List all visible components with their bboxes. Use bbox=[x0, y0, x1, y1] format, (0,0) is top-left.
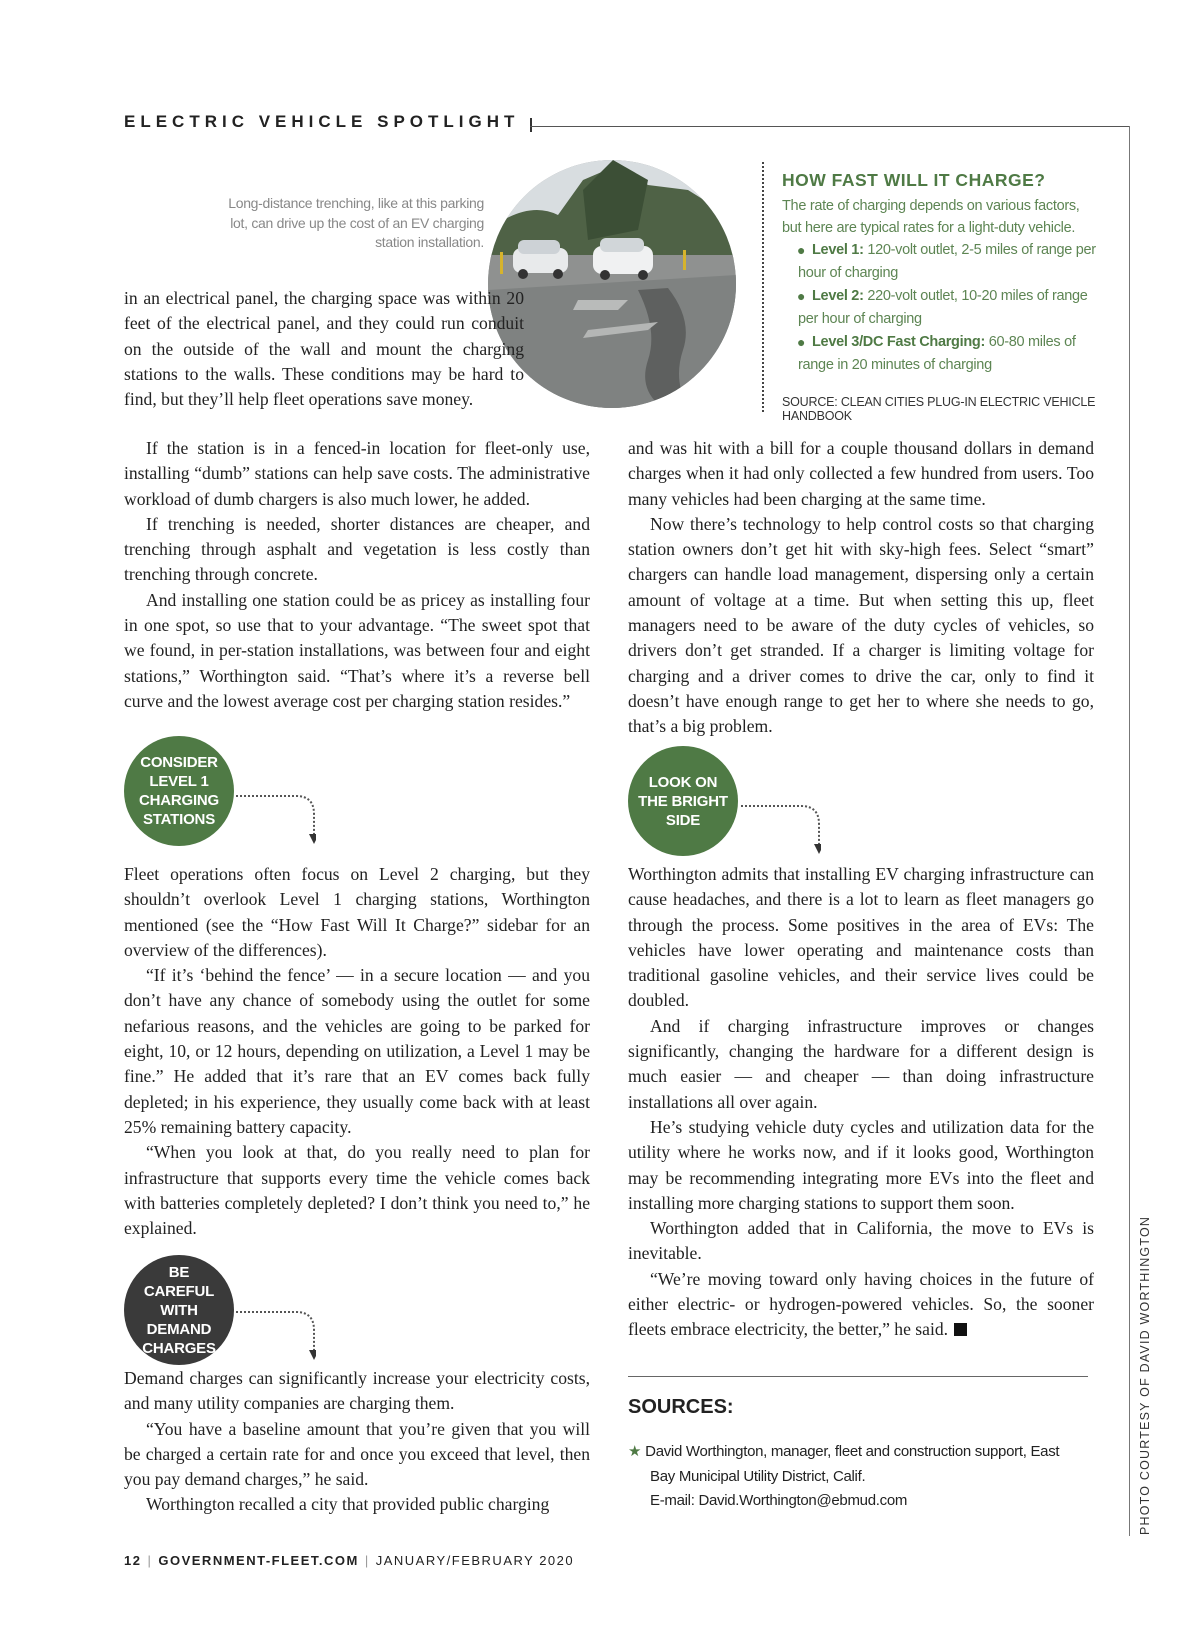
badge-label: BE CAREFUL WITH DEMAND CHARGES bbox=[142, 1263, 216, 1357]
parking-lot-photo bbox=[488, 160, 736, 408]
sidebar-intro: The rate of charging depends on various factors, but here are typical rates for a light-duty vehicle. bbox=[782, 198, 1080, 236]
photo-caption: Long-distance trenching, like at this parking lot, can drive up the cost of an EV charging station installation. bbox=[228, 195, 484, 250]
badge-connector-arrow bbox=[741, 798, 821, 858]
section-header: ELECTRIC VEHICLE SPOTLIGHT bbox=[124, 112, 520, 131]
section-badge-bright-side bbox=[628, 746, 738, 856]
page-number: 12 bbox=[124, 1553, 142, 1568]
article-column-2-top bbox=[628, 436, 1094, 740]
paragraph: And installing one station could be as pricey as installing four in one spot, so use that to your advantage. “The sweet spot that we found, in per-station installations, was between four and eight stations,” Worthington said. “That’s where it’s a reverse bell curve and the lowest average cost per charging station resides.” bbox=[124, 589, 590, 711]
paragraph: If the station is in a fenced-in location for fleet-only use, installing “dumb” stations can help save costs. The administrative workload of dumb chargers is also much lower, he added. bbox=[124, 438, 590, 509]
site-name: GOVERNMENT-FLEET.COM bbox=[158, 1553, 359, 1568]
paragraph: and was hit with a bill for a couple thousand dollars in demand charges when it had only collected a few hundred from users. Too many vehicles had been charging at the same time. bbox=[628, 438, 1094, 509]
closing-text: “We’re moving toward only having choices in the future of either electric- or hydrogen-powered vehicles. So, the sooner fleets embrace electricity, the better,” he said. bbox=[628, 1268, 1094, 1340]
paragraph: Demand charges can significantly increase your electricity costs, and many utility companies are charging them. bbox=[124, 1368, 590, 1414]
level-description: 220-volt outlet, 10-20 miles of range per hour of charging bbox=[798, 288, 1088, 327]
sidebar-divider bbox=[762, 162, 764, 412]
level-description: 60-80 miles of range in 20 minutes of charging bbox=[798, 334, 1076, 373]
header-rule bbox=[530, 126, 1130, 127]
paragraph: “If it’s ‘behind the fence’ — in a secure location — and you don’t have any chance of somebody using the outlet for some nefarious reasons, and the vehicles are going to be parked for eight, 10, or 12 hours, depending on utilization, a Level 1 may be fine.” He added that it’s rare that an EV comes back fully depleted; in his experience, they usually come back with at least 25% remaining battery capacity. bbox=[124, 965, 590, 1137]
end-mark-icon bbox=[954, 1323, 967, 1336]
badge-connector-arrow bbox=[236, 788, 316, 848]
source-entry bbox=[628, 1440, 1088, 1514]
paragraph: Worthington added that in California, the move to EVs is inevitable. bbox=[628, 1218, 1094, 1264]
paragraph: He’s studying vehicle duty cycles and utilization data for the utility where he works now, and if it looks good, Worthington may be recommending integrating more EVs into the fleet and installing more charging stations to support them soon. bbox=[628, 1116, 1094, 1213]
page-right-rule bbox=[1129, 126, 1130, 1536]
article-column-2-bright bbox=[628, 862, 1094, 1343]
paragraph: If trenching is needed, shorter distances are cheaper, and trenching through asphalt and vegetation is less costly than trenching through concrete. bbox=[124, 513, 590, 585]
star-icon: ★ bbox=[628, 1443, 642, 1460]
photo-credit: PHOTO COURTESY OF DAVID WORTHINGTON bbox=[1138, 1215, 1152, 1535]
footer-separator: | bbox=[364, 1553, 370, 1568]
bullet-icon: ● bbox=[797, 334, 806, 350]
bullet-icon: ● bbox=[797, 288, 806, 304]
paragraph: And if charging infrastructure improves or changes significantly, changing the hardware for a different design is much easier — and cheaper — than doing infrastructure installations all over again. bbox=[628, 1015, 1094, 1112]
paragraph: in an electrical panel, the charging space was within 20 feet of the electrical panel, and they could run conduit on the outside of the wall and mount the charging stations to the walls. These conditions may be hard to find, but they’ll help fleet operations save money. bbox=[124, 288, 524, 410]
level-label: Level 2: bbox=[812, 288, 864, 304]
article-column-1-top bbox=[124, 286, 524, 412]
parking-lot-illustration bbox=[488, 160, 736, 408]
source-line: Bay Municipal Utility District, Calif. bbox=[650, 1467, 866, 1485]
sidebar-title: HOW FAST WILL IT CHARGE? bbox=[782, 170, 1046, 190]
paragraph: Now there’s technology to help control costs so that charging station owners don’t get hit with sky-high fees. Select “smart” chargers can handle load management, dispersing only a certain amount of voltage at a time. But when setting this up, fleet managers need to be aware of the duty cycles of vehicles, so drivers don’t get stranded. If a charger is limiting voltage for charging and a driver comes to drive the car, only to find it doesn’t have enough range to get her to where she needs to go, that’s a big problem. bbox=[628, 513, 1094, 737]
article-column-1-level1 bbox=[124, 862, 590, 1241]
paragraph: “You have a baseline amount that you’re given that you will be charged a certain rate for and once you exceed that level, then you pay demand charges,” he said. bbox=[124, 1418, 590, 1490]
badge-connector-arrow bbox=[236, 1304, 316, 1364]
sources-title: SOURCES: bbox=[628, 1396, 734, 1418]
source-email: E-mail: David.Worthington@ebmud.com bbox=[650, 1492, 908, 1509]
charging-level-list bbox=[782, 239, 1100, 377]
section-badge-demand bbox=[124, 1255, 234, 1365]
list-item bbox=[798, 239, 1100, 285]
page-footer bbox=[124, 1553, 574, 1568]
issue-date: JANUARY/FEBRUARY 2020 bbox=[375, 1553, 575, 1568]
paragraph: Worthington admits that installing EV charging infrastructure can cause headaches, and there is a lot to learn as fleet managers go through the process. Some positives in the area of EVs: The vehicles have lower operating and maintenance costs than traditional gasoline vehicles, and their service lives could be doubled. bbox=[628, 864, 1094, 1011]
source-line: David Worthington, manager, fleet and construction support, East bbox=[645, 1443, 1060, 1460]
bullet-icon: ● bbox=[797, 242, 806, 258]
paragraph: Fleet operations often focus on Level 2 charging, but they shouldn’t overlook Level 1 charging stations, Worthington mentioned (see the “How Fast Will It Charge?” sidebar for an overview of the differences). bbox=[124, 864, 590, 960]
sidebar-source: SOURCE: CLEAN CITIES PLUG-IN ELECTRIC VEHICLE HANDBOOK bbox=[782, 395, 1096, 423]
article-column-1-demand bbox=[124, 1366, 590, 1518]
section-badge-level1 bbox=[124, 736, 234, 846]
footer-separator: | bbox=[147, 1553, 153, 1568]
article-column-1-mid bbox=[124, 436, 590, 714]
level-label: Level 3/DC Fast Charging: bbox=[812, 334, 985, 350]
level-description: 120-volt outlet, 2-5 miles of range per hour of charging bbox=[798, 242, 1096, 281]
list-item bbox=[798, 285, 1100, 331]
badge-label: LOOK ON THE BRIGHT SIDE bbox=[638, 773, 728, 829]
header-divider-tick bbox=[530, 118, 532, 132]
sources-divider bbox=[628, 1376, 1088, 1377]
badge-label: CONSIDER LEVEL 1 CHARGING STATIONS bbox=[138, 754, 220, 828]
paragraph: Worthington recalled a city that provided public charging bbox=[146, 1494, 550, 1515]
level-label: Level 1: bbox=[812, 242, 864, 258]
list-item bbox=[798, 331, 1100, 377]
paragraph: “When you look at that, do you really need to plan for infrastructure that supports every time the vehicle comes back with batteries completely depleted? I don’t think you need to,” he explained. bbox=[124, 1142, 590, 1239]
charging-speed-sidebar bbox=[782, 170, 1100, 423]
paragraph-final bbox=[628, 1267, 1094, 1343]
